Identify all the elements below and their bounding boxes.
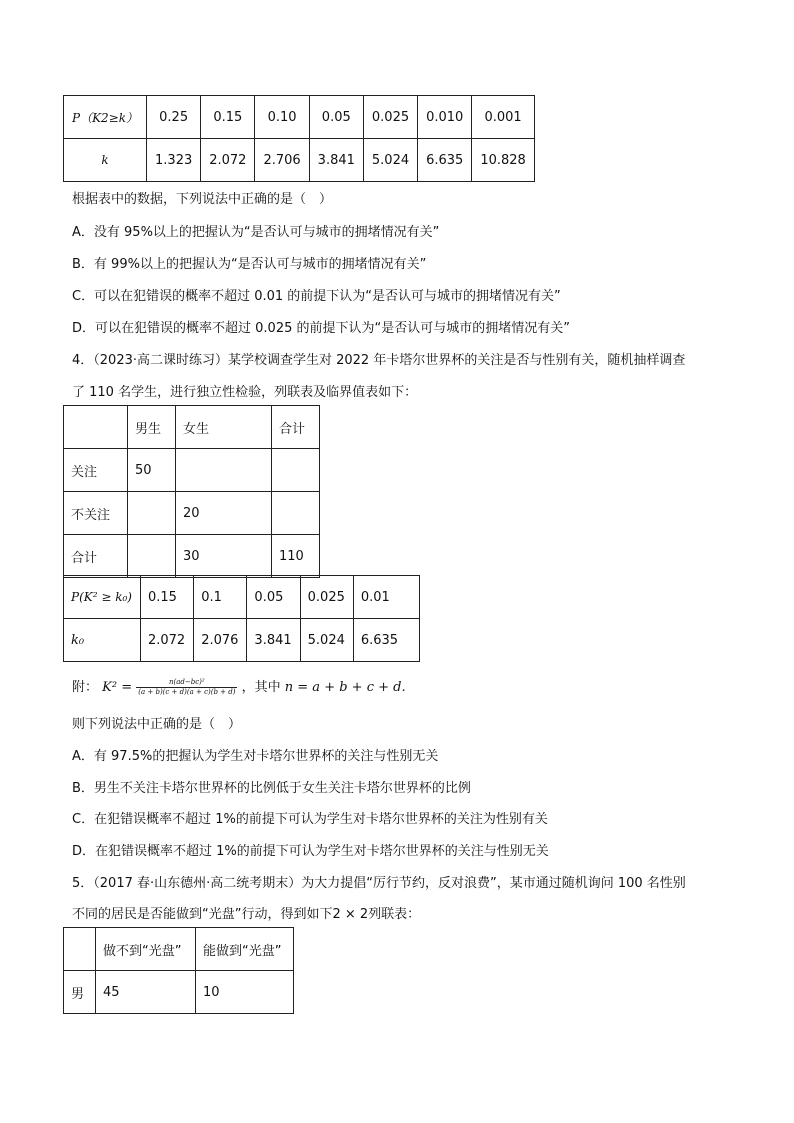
table-row	[64, 928, 294, 971]
table-row	[64, 96, 535, 139]
table-row	[64, 406, 320, 449]
table-row	[64, 449, 320, 492]
table-cell: 不关注	[64, 492, 128, 535]
table-row	[64, 619, 420, 662]
table-cell: 5.024	[300, 619, 353, 662]
table-row	[64, 535, 320, 578]
table-cell: P（K2≥k）	[64, 96, 147, 139]
table-cell: 10.828	[472, 139, 535, 182]
table-cell: 0.025	[363, 96, 417, 139]
table-cell: 0.10	[255, 96, 309, 139]
contingency-table	[63, 405, 320, 578]
table-cell: 6.635	[418, 139, 472, 182]
table-row	[64, 971, 294, 1014]
table-cell	[64, 928, 96, 971]
table-cell: 合计	[272, 406, 320, 449]
table-cell: 男	[64, 971, 96, 1014]
table-cell: 合计	[64, 535, 128, 578]
table-cell: 关注	[64, 449, 128, 492]
table-cell: 0.15	[140, 576, 193, 619]
q3-option-a: A．没有 95%以上的把握认为“是否认可与城市的拥堵情况有关”	[72, 225, 440, 240]
q4-option-b: B．男生不关注卡塔尔世界杯的比例低于女生关注卡塔尔世界杯的比例	[72, 781, 471, 796]
table-cell: 20	[176, 492, 272, 535]
table-cell	[272, 492, 320, 535]
table-cell: 5.024	[363, 139, 417, 182]
formula-denominator: (a + b)(c + d)(a + c)(b + d)	[138, 688, 236, 696]
table-cell: 0.010	[418, 96, 472, 139]
table-cell: 110	[272, 535, 320, 578]
table-cell: 2.076	[194, 619, 247, 662]
q3-stem: 根据表中的数据，下列说法中正确的是（ ）	[72, 192, 333, 207]
table-row	[64, 576, 420, 619]
table-cell	[176, 449, 272, 492]
formula-prefix: 附：	[72, 680, 99, 695]
formula-numerator: n(ad−bc)²	[136, 678, 237, 688]
formula-fraction	[136, 678, 237, 697]
q4-stem-line1: 4．（2023·高二课时练习）某学校调查学生对 2022 年卡塔尔世界杯的关注是否与性别有关，随机抽样调查	[72, 353, 686, 368]
table-cell	[64, 406, 128, 449]
table-cell: k	[64, 139, 147, 182]
table-cell: 50	[128, 449, 176, 492]
table-cell: 0.001	[472, 96, 535, 139]
table-cell: 0.05	[309, 96, 363, 139]
q4-question: 则下列说法中正确的是（ ）	[72, 717, 242, 732]
table-cell: 2.072	[140, 619, 193, 662]
table-cell: 0.01	[353, 576, 419, 619]
table-cell: 0.15	[201, 96, 255, 139]
q4-option-a: A．有 97.5%的把握认为学生对卡塔尔世界杯的关注与性别无关	[72, 749, 439, 764]
table-cell: 3.841	[247, 619, 300, 662]
table-cell: 0.1	[194, 576, 247, 619]
table-cell: 2.072	[201, 139, 255, 182]
table-cell: 女生	[176, 406, 272, 449]
critical-value-table-2	[63, 575, 420, 662]
table-cell: 能做到“光盘”	[196, 928, 294, 971]
table-cell: 30	[176, 535, 272, 578]
table-cell: 0.025	[300, 576, 353, 619]
q4-option-d: D．在犯错误概率不超过 1%的前提下可认为学生对卡塔尔世界杯的关注与性别无关	[72, 844, 549, 859]
table-cell: 1.323	[147, 139, 201, 182]
table-cell: 0.25	[147, 96, 201, 139]
q5-stem-line1: 5．（2017 春·山东德州·高二统考期末）为大力提倡“厉行节约，反对浪费”，某市通过随机询问 100 名性别	[72, 876, 686, 891]
table-cell: 做不到“光盘”	[96, 928, 196, 971]
table-row	[64, 492, 320, 535]
table-cell: 3.841	[309, 139, 363, 182]
q3-option-c: C．可以在犯错误的概率不超过 0.01 的前提下认为“是否认可与城市的拥堵情况有关”	[72, 289, 561, 304]
table-cell: 6.635	[353, 619, 419, 662]
q4-stem-line2: 了 110 名学生，进行独立性检验，列联表及临界值表如下：	[72, 385, 418, 400]
q4-option-c: C．在犯错误概率不超过 1%的前提下可认为学生对卡塔尔世界杯的关注为性别有关	[72, 812, 548, 827]
q3-option-b: B．有 99%以上的把握认为“是否认可与城市的拥堵情况有关”	[72, 257, 427, 272]
q5-stem-line2: 不同的居民是否能做到“光盘”行动，得到如下2 × 2列联表：	[72, 907, 421, 922]
table-cell	[128, 492, 176, 535]
table-cell: 2.706	[255, 139, 309, 182]
formula-line	[72, 676, 406, 697]
formula-k: K² =	[102, 680, 133, 695]
table-cell: 10	[196, 971, 294, 1014]
table-row	[64, 139, 535, 182]
table-cell: 男生	[128, 406, 176, 449]
formula-n: n = a + b + c + d.	[284, 680, 406, 695]
table-cell: 45	[96, 971, 196, 1014]
critical-value-table	[63, 95, 535, 182]
q3-option-d: D．可以在犯错误的概率不超过 0.025 的前提下认为“是否认可与城市的拥堵情况有关”	[72, 321, 570, 336]
table-cell: k₀	[64, 619, 141, 662]
table-cell	[128, 535, 176, 578]
clean-plate-table	[63, 927, 294, 1014]
table-cell	[272, 449, 320, 492]
table-cell: P(K² ≥ k₀)	[64, 576, 141, 619]
formula-mid: ，其中	[241, 680, 281, 695]
table-cell: 0.05	[247, 576, 300, 619]
